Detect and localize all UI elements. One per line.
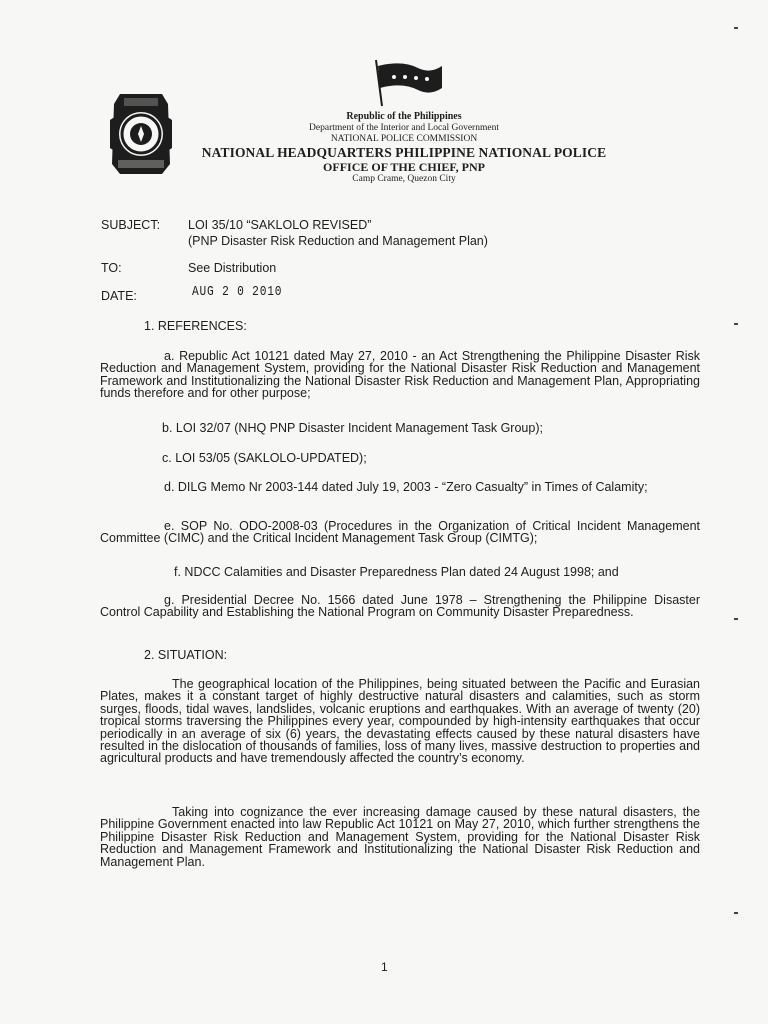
reference-f: f. NDCC Calamities and Disaster Preparedness Plan dated 24 August 1998; and — [174, 565, 619, 579]
situation-heading: 2. SITUATION: — [144, 648, 228, 662]
scan-speck — [734, 27, 738, 29]
header-office: OFFICE OF THE CHIEF, PNP — [323, 160, 485, 174]
situation-paragraph-1: The geographical location of the Philippines, being situated between the Pacific and Eurasian Plates, makes it a constant target of highly destructive natural disasters and calamities, such as storm surges, floods, tidal waves, landslides, volcanic eruptions and earthquakes. With an average of twenty (20) tropical storms traversing the Philippines every year, compounded by high-intensity earthquakes that occur periodically in an average of six (6) years, the devastating effects caused by these natural disasters have resulted in the dislocation of thousands of families, loss of many lives, massive destruction to properties and agricultural products and have tremendously affected the country’s economy. — [100, 677, 700, 766]
to-label: TO: — [101, 261, 122, 275]
reference-b: b. LOI 32/07 (NHQ PNP Disaster Incident Management Task Group); — [162, 421, 543, 435]
date-label: DATE: — [101, 289, 137, 303]
reference-g: g. Presidential Decree No. 1566 dated June 1978 – Strengthening the Philippine Disaster Control Capability and Establishing the National Program on Community Disaster Preparedness. — [100, 593, 700, 620]
header-napolcom: NATIONAL POLICE COMMISSION — [330, 134, 478, 144]
scan-speck — [734, 912, 738, 914]
scan-speck — [734, 618, 738, 620]
reference-a: a. Republic Act 10121 dated May 27, 2010 - an Act Strengthening the Philippine Disaster Risk Reduction and Management System, providing for the National Disaster Risk Reduction and Management Framework and Institutionalizing the National Disaster Risk Reduction and Management Plan, Appropriating funds therefore and for other purpose; — [100, 349, 700, 401]
date-stamp: AUG 2 0 2010 — [192, 284, 283, 300]
subject-label: SUBJECT: — [101, 218, 161, 232]
page-number: 1 — [381, 960, 388, 974]
subject-line-1: LOI 35/10 “SAKLOLO REVISED” — [188, 218, 372, 232]
header-location: Camp Crame, Quezon City — [352, 174, 456, 184]
four-star-flag-icon — [372, 58, 444, 108]
reference-e: e. SOP No. ODO-2008-03 (Procedures in the Organization of Critical Incident Management Committee (CIMC) and the Critical Incident Management Task Group (CIMTG); — [100, 519, 700, 546]
reference-c: c. LOI 53/05 (SAKLOLO-UPDATED); — [162, 451, 367, 465]
references-heading: 1. REFERENCES: — [144, 319, 247, 333]
scan-speck — [734, 323, 738, 325]
header-nhq: NATIONAL HEADQUARTERS PHILIPPINE NATIONAL POLICE — [201, 145, 607, 160]
subject-line-2: (PNP Disaster Risk Reduction and Management Plan) — [188, 234, 488, 248]
reference-d: d. DILG Memo Nr 2003-144 dated July 19, 2003 - “Zero Casualty” in Times of Calamity; — [164, 480, 648, 494]
situation-paragraph-2: Taking into cognizance the ever increasing damage caused by these natural disasters, the Philippine Government enacted into law Republic Act 10121 on May 27, 2010, which further strengthens the Philippine Disaster Risk Reduction and Management System, providing for the National Disaster Risk Reduction and Management Framework and Institutionalizing the National Disaster Risk Reduction and Management Plan. — [100, 805, 700, 869]
header-dilg: Department of the Interior and Local Government — [309, 123, 499, 133]
to-value: See Distribution — [188, 261, 277, 275]
header-republic: Republic of the Philippines — [346, 111, 462, 122]
